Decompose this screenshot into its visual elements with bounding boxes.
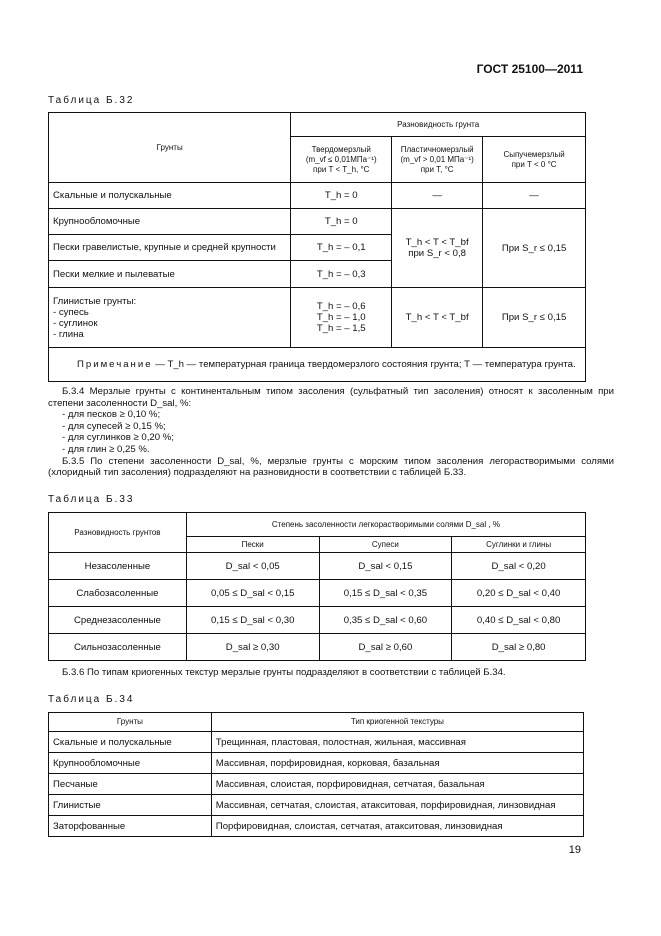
table-cell: D_sal ≥ 0,60 bbox=[319, 634, 452, 661]
t32-note bbox=[49, 348, 586, 382]
t32-r5-v1-l1: T_h = – 0,6 bbox=[316, 301, 366, 312]
t33-col-sand: Пески bbox=[186, 537, 319, 553]
table-row-soil: Глинистые bbox=[49, 795, 212, 816]
t32-r5-soil-l1: Глинистые грунты: bbox=[53, 295, 137, 307]
table-cell: D_sal < 0,20 bbox=[452, 553, 586, 580]
table-cell: 0,15 ≤ D_sal < 0,35 bbox=[319, 580, 452, 607]
table-b33 bbox=[48, 512, 586, 661]
t32-sub1-title: Твердомерзлый bbox=[311, 144, 371, 154]
table-row-texture: Массивная, порфировидная, корковая, базальная bbox=[211, 753, 583, 774]
t32-r1-v2: — bbox=[392, 183, 483, 209]
t32-r5-soil-l3: - суглинок bbox=[53, 317, 98, 329]
table-cell: D_sal ≥ 0,80 bbox=[452, 634, 586, 661]
table-row-kind: Незасоленные bbox=[49, 553, 187, 580]
t32-sub3-l2: при T < 0 °C bbox=[511, 159, 557, 169]
t32-sub3-title: Сыпучемерзлый bbox=[503, 149, 565, 159]
t32-r5-v1 bbox=[291, 288, 392, 348]
t32-sub2-l3: при T, °C bbox=[420, 164, 454, 174]
table-cell: D_sal ≥ 0,30 bbox=[186, 634, 319, 661]
table-cell: 0,15 ≤ D_sal < 0,30 bbox=[186, 607, 319, 634]
t32-r2-soil: Крупнообломочные bbox=[49, 209, 291, 235]
table-row-texture: Массивная, сетчатая, слоистая, атакситовая, порфировидная, линзовидная bbox=[211, 795, 583, 816]
list-item: - для суглинков ≥ 0,20 %; bbox=[62, 432, 174, 444]
para-b34-list bbox=[48, 409, 614, 455]
para-b36: Б.3.6 По типам криогенных текстур мерзлые грунты подразделяют в соответствии с таблицей Б.34. bbox=[62, 667, 506, 678]
list-item: - для глин ≥ 0,25 %. bbox=[62, 443, 150, 455]
t32-sub2-title: Пластичномерзлый bbox=[400, 144, 474, 154]
table-b32-caption: Таблица Б.32 bbox=[48, 95, 135, 106]
para-b34 bbox=[48, 386, 614, 479]
t32-merged-v2 bbox=[392, 209, 483, 288]
t32-r1-v3: — bbox=[483, 183, 586, 209]
table-cell: 0,40 ≤ D_sal < 0,80 bbox=[452, 607, 586, 634]
t32-r3-soil: Пески гравелистые, крупные и средней крупности bbox=[49, 235, 291, 261]
page-number: 19 bbox=[568, 844, 581, 856]
list-item: - для песков ≥ 0,10 %; bbox=[62, 409, 161, 421]
t32-sub-hard-frozen bbox=[291, 137, 392, 183]
table-cell: 0,05 ≤ D_sal < 0,15 bbox=[186, 580, 319, 607]
t32-r5-soil-l4: - глина bbox=[53, 328, 84, 340]
t32-r3-v1: T_h = – 0,1 bbox=[291, 235, 392, 261]
t32-r2-v1: T_h = 0 bbox=[291, 209, 392, 235]
t32-r5-v1-l2: T_h = – 1,0 bbox=[316, 312, 366, 323]
table-b33-caption: Таблица Б.33 bbox=[48, 494, 135, 505]
table-row-soil: Песчаные bbox=[49, 774, 212, 795]
table-row-soil: Скальные и полускальные bbox=[49, 732, 212, 753]
table-b34 bbox=[48, 712, 584, 837]
t32-col-soil: Грунты bbox=[49, 113, 291, 183]
table-row-soil: Крупнообломочные bbox=[49, 753, 212, 774]
t32-merged-v2-l2: при S_r < 0,8 bbox=[408, 248, 467, 259]
t34-col-texture: Тип криогенной текстуры bbox=[211, 713, 583, 732]
t32-sub2-l2: (m_vf > 0,01 МПа⁻¹) bbox=[400, 154, 474, 164]
t32-sub1-l3: при T < T_h, °C bbox=[313, 164, 370, 174]
table-row-kind: Слабозасоленные bbox=[49, 580, 187, 607]
para-b34-intro: Б.3.4 Мерзлые грунты с континентальным типом засоления (сульфатный тип засоления) относят к засоленным при степени засоленности D_sal, %: bbox=[48, 386, 614, 409]
t32-r1-v1: T_h = 0 bbox=[291, 183, 392, 209]
t32-note-text: — T_h — температурная граница твердомерзлого состояния грунта; T — температура грунта. bbox=[155, 358, 576, 370]
table-cell: D_sal < 0,15 bbox=[319, 553, 452, 580]
table-row-kind: Среднезасоленные bbox=[49, 607, 187, 634]
t32-col-group: Разновидность грунта bbox=[291, 113, 586, 137]
t32-r4-v1: T_h = – 0,3 bbox=[291, 261, 392, 288]
t32-r4-soil: Пески мелкие и пылеватые bbox=[49, 261, 291, 288]
t34-col-soil: Грунты bbox=[49, 713, 212, 732]
t32-sub1-l2: (m_vf ≤ 0,01МПа⁻¹) bbox=[305, 154, 377, 164]
para-b35: Б.3.5 По степени засоленности D_sal, %, мерзлые грунты с морским типом засоления легорастворимыми солями (хлоридный тип засоления) подразделяют на разновидности в соответствии с таблицей Б.33. bbox=[48, 455, 614, 479]
t32-r5-soil-l2: - супесь bbox=[53, 306, 89, 318]
t33-col-group: Степень засоленности легкорастворимыми солями D_sal , % bbox=[186, 513, 585, 537]
t33-col-loam-clay: Суглинки и глины bbox=[452, 537, 586, 553]
table-row-texture: Порфировидная, слоистая, сетчатая, атакситовая, линзовидная bbox=[211, 816, 583, 837]
table-row-kind: Сильнозасоленные bbox=[49, 634, 187, 661]
table-row-texture: Трещинная, пластовая, полостная, жильная, массивная bbox=[211, 732, 583, 753]
t32-r5-v1-l3: T_h = – 1,5 bbox=[316, 323, 366, 334]
table-b34-caption: Таблица Б.34 bbox=[48, 694, 135, 705]
table-cell: 0,35 ≤ D_sal < 0,60 bbox=[319, 607, 452, 634]
t33-col-kind: Разновидность грунтов bbox=[49, 513, 187, 553]
t32-sub-loose-frozen bbox=[483, 137, 586, 183]
table-row-soil: Заторфованные bbox=[49, 816, 212, 837]
t32-sub-plastic-frozen bbox=[392, 137, 483, 183]
t32-r1-soil: Скальные и полускальные bbox=[49, 183, 291, 209]
list-item: - для супесей ≥ 0,15 %; bbox=[62, 420, 166, 432]
t32-r5-v2: T_h < T < T_bf bbox=[392, 288, 483, 348]
t32-r5-v3: При S_r ≤ 0,15 bbox=[483, 288, 586, 348]
table-cell: 0,20 ≤ D_sal < 0,40 bbox=[452, 580, 586, 607]
standard-code: ГОСТ 25100—2011 bbox=[476, 62, 583, 76]
t32-merged-v2-l1: T_h < T < T_bf bbox=[405, 237, 469, 248]
table-row-texture: Массивная, слоистая, порфировидная, сетчатая, базальная bbox=[211, 774, 583, 795]
table-b32 bbox=[48, 112, 586, 382]
table-cell: D_sal < 0,05 bbox=[186, 553, 319, 580]
t32-r5-soil bbox=[49, 288, 291, 348]
t33-col-sandy-loam: Супеси bbox=[319, 537, 452, 553]
t32-note-label: Примечание bbox=[77, 358, 153, 370]
t32-merged-v3: При S_r ≤ 0,15 bbox=[483, 209, 586, 288]
